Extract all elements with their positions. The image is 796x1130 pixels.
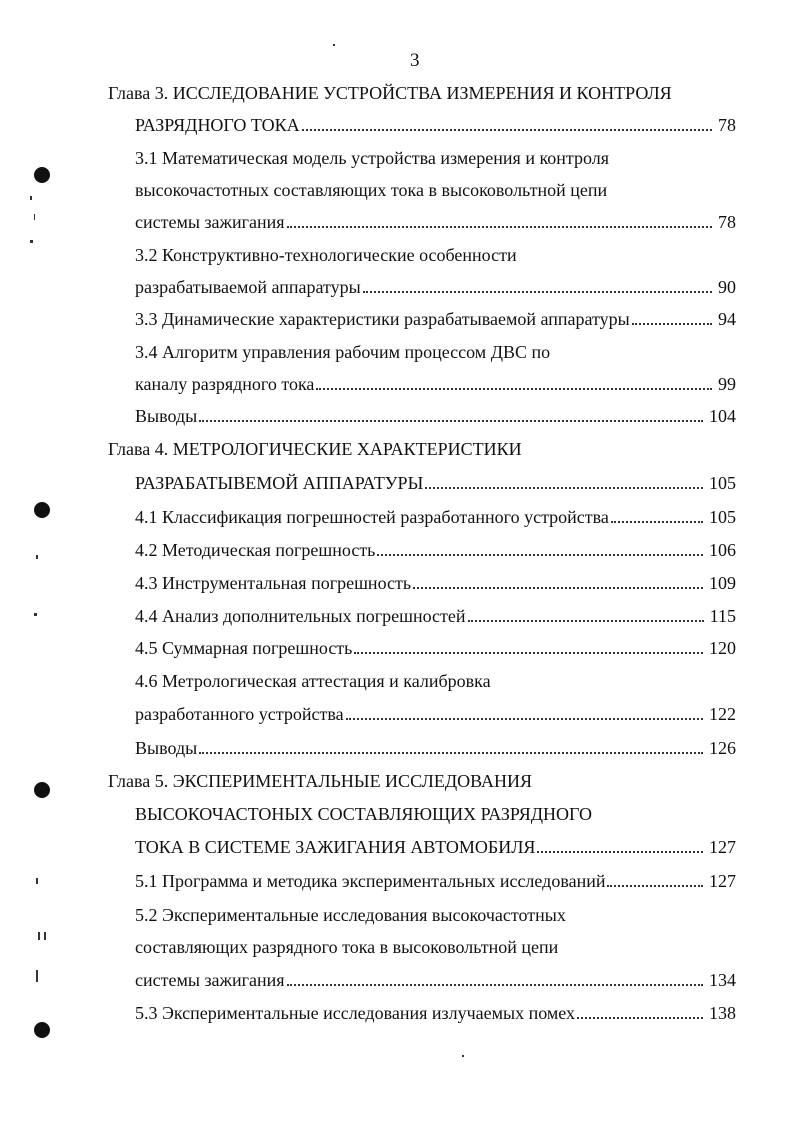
toc-entry-title: 3.3 Динамические характеристики разрабатываемой аппаратуры [135,309,630,329]
toc-entry-title: РАЗРЯДНОГО ТОКА [135,115,300,135]
toc-entry-title: системы зажигания [135,212,285,232]
scan-speck [333,44,335,46]
toc-entry-3-4 [135,373,736,395]
toc-entry-title: Выводы [135,738,198,758]
scan-speck [30,196,32,200]
scan-speck [36,970,38,982]
toc-entry-4-3 [135,572,736,594]
toc-page-number: 104 [709,406,736,426]
scan-speck [36,555,38,559]
toc-entry-title: РАЗРАБАТЫВЕМОЙ АППАРАТУРЫ [135,473,424,493]
toc-page-number: 94 [718,309,736,329]
scan-speck [34,214,35,220]
scan-speck [34,613,37,616]
chapter-3-title: Глава 3. ИССЛЕДОВАНИЕ УСТРОЙСТВА ИЗМЕРЕНИЯ И КОНТРОЛЯ [108,83,672,103]
toc-entry-title: 4.5 Суммарная погрешность [135,638,353,658]
leader-dots [354,637,703,654]
toc-entry-4-1 [135,506,736,528]
toc-entry-5-3 [135,1002,736,1024]
toc-page-number: 115 [709,606,736,626]
scan-speck [30,240,33,243]
toc-entry-4-5 [135,637,736,659]
toc-entry-title: 4.1 Классификация погрешностей разработанного устройства [135,507,609,527]
toc-page-number: 127 [709,837,736,857]
punch-hole-mark [34,167,50,183]
toc-page-number: 138 [709,1003,736,1023]
toc-entry-title: системы зажигания [135,970,285,990]
toc-entry-title: 5.1 Программа и методика экспериментальных исследований [135,871,606,891]
leader-dots [377,539,703,556]
toc-entry-5-2-line-2: составляющих разрядного тока в высоковольтной цепи [135,937,559,957]
leader-dots [632,308,712,325]
toc-entry-4-2 [135,539,736,561]
leader-dots [363,276,712,293]
page-number: 3 [410,50,420,71]
toc-page-number: 105 [709,473,736,493]
leader-dots [611,506,703,523]
toc-entry-4-4 [135,605,736,627]
punch-hole-mark [34,782,50,798]
leader-dots [413,572,703,589]
leader-dots [577,1002,703,1019]
chapter-5-title: Глава 5. ЭКСПЕРИМЕНТАЛЬНЫЕ ИССЛЕДОВАНИЯ [108,771,532,791]
chapter-5-title-line-2: ВЫСОКОЧАСТОНЫХ СОСТАВЛЯЮЩИХ РАЗРЯДНОГО [135,804,592,824]
toc-entry-3-2 [135,276,736,298]
toc-entry-title: 4.3 Инструментальная погрешность [135,573,412,593]
toc-entry-chapter-3 [135,114,736,136]
toc-page-number: 78 [718,212,736,232]
toc-entry-chapter-4 [135,472,736,494]
toc-entry-4-6-line-1: 4.6 Метрологическая аттестация и калибровка [135,671,491,691]
leader-dots [346,703,703,720]
toc-entry-title: Выводы [135,406,198,426]
leader-dots [199,737,703,754]
toc-page-number: 105 [709,507,736,527]
toc-page-number: 134 [709,970,736,990]
toc-entry-title: 4.4 Анализ дополнительных погрешностей [135,606,466,626]
leader-dots [468,605,704,622]
toc-page-number: 127 [709,871,736,891]
punch-hole-mark [34,502,50,518]
leader-dots [302,114,712,131]
toc-page-number: 78 [718,115,736,135]
punch-hole-mark [34,1022,50,1038]
toc-entry-3-4-line-1: 3.4 Алгоритм управления рабочим процессом ДВС по [135,342,551,362]
toc-entry-3-1-line-2: высокочастотных составляющих тока в высоковольтной цепи [135,180,608,200]
toc-page-number: 126 [709,738,736,758]
leader-dots [425,472,703,489]
leader-dots [607,870,703,887]
leader-dots [199,405,703,422]
leader-dots [287,211,712,228]
toc-page-number: 90 [718,277,736,297]
toc-entry-5-1 [135,870,736,892]
leader-dots [287,969,703,986]
scan-speck [44,932,46,940]
toc-page-number: 109 [709,573,736,593]
toc-page-number: 99 [718,374,736,394]
toc-page-number: 106 [709,540,736,560]
toc-entry-title: разработанного устройства [135,704,344,724]
toc-entry-3-1 [135,211,736,233]
toc-entry-chapter-5 [135,836,736,858]
toc-entry-chapter-3-conclusions [135,405,736,427]
toc-entry-title: каналу разрядного тока [135,374,315,394]
scan-speck [38,932,40,940]
toc-entry-title: 5.3 Экспериментальные исследования излучаемых помех [135,1003,576,1023]
toc-entry-3-2-line-1: 3.2 Конструктивно-технологические особенности [135,245,517,265]
scan-speck [36,878,38,884]
scan-speck [462,1055,464,1057]
toc-entry-3-1-line-1: 3.1 Математическая модель устройства измерения и контроля [135,148,610,168]
toc-entry-3-3 [135,308,736,330]
toc-entry-5-2 [135,969,736,991]
leader-dots [537,836,703,853]
toc-page-number: 122 [709,704,736,724]
toc-entry-5-2-line-1: 5.2 Экспериментальные исследования высокочастотных [135,905,566,925]
chapter-4-title: Глава 4. МЕТРОЛОГИЧЕСКИЕ ХАРАКТЕРИСТИКИ [108,439,522,459]
leader-dots [316,373,712,390]
toc-entry-chapter-4-conclusions [135,737,736,759]
toc-page-number: 120 [709,638,736,658]
toc-entry-title: ТОКА В СИСТЕМЕ ЗАЖИГАНИЯ АВТОМОБИЛЯ [135,837,536,857]
toc-entry-title: 4.2 Методическая погрешность [135,540,376,560]
toc-entry-title: разрабатываемой аппаратуры [135,277,361,297]
toc-entry-4-6 [135,703,736,725]
